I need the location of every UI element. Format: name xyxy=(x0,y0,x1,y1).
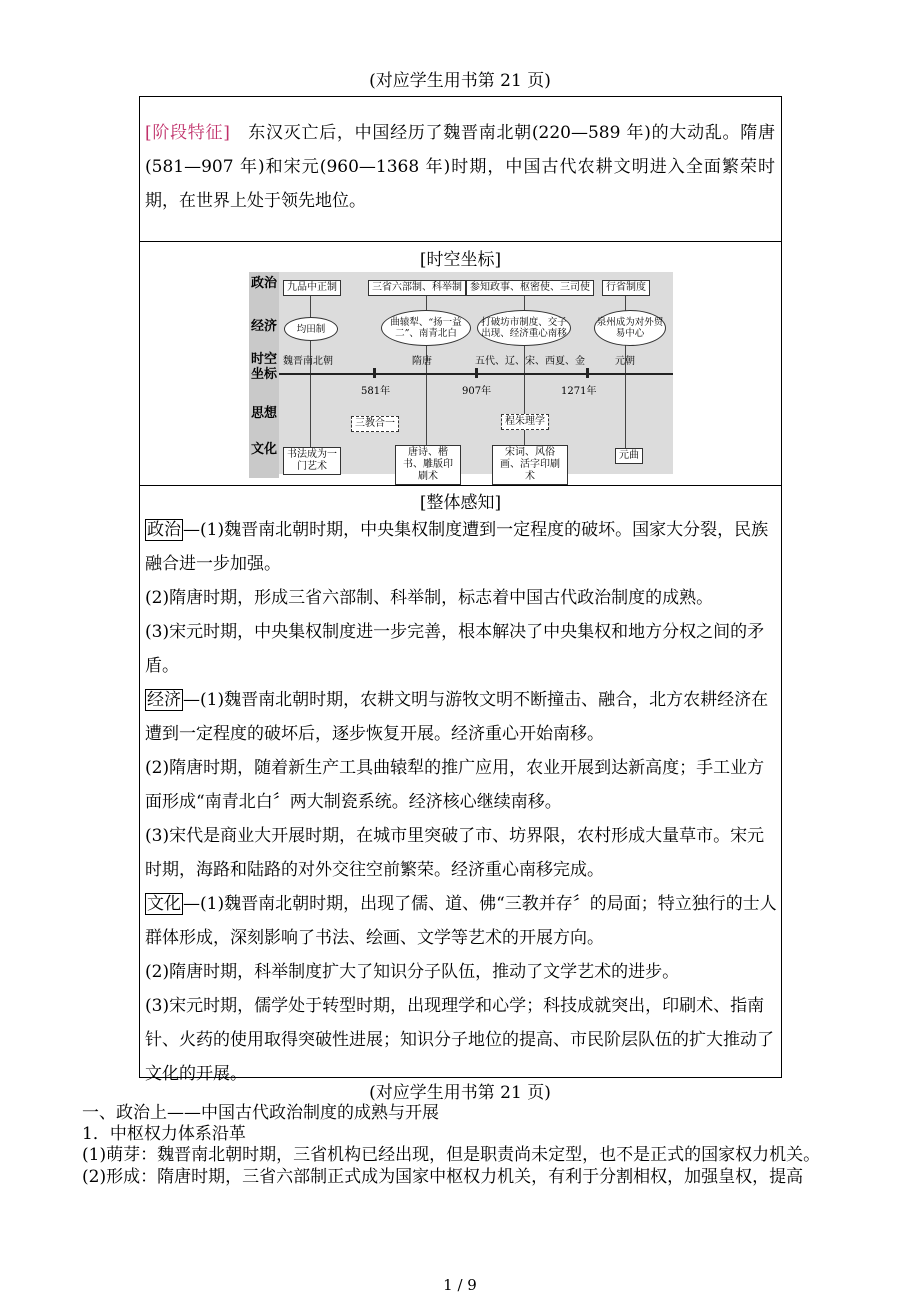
economy-item: 曲辕犁、“扬一益二”、南青北白 xyxy=(381,310,471,346)
year-label: 1271年 xyxy=(561,386,597,397)
politics-label: 政治 xyxy=(147,520,181,540)
culture-item: 唐诗、楷书、雕版印刷术 xyxy=(395,445,461,485)
stage-paragraph xyxy=(145,116,775,218)
axis-tick xyxy=(586,368,589,378)
economy-label: 经济 xyxy=(147,690,181,710)
period-label: 元朝 xyxy=(615,356,635,367)
thought-item: 程朱理学 xyxy=(501,414,549,430)
politics-item: 参知政事、枢密使、三司使 xyxy=(466,280,594,296)
page-header: (对应学生用书第 21 页) xyxy=(369,71,551,91)
economy-para-1: 经济 —(1)魏晋南北朝时期，农耕文明与游牧文明不断撞击、融合，北方农耕经济在遭到一定程度的破坏后，逐步恢复开展。经济重心开始南移。 xyxy=(145,690,769,744)
economy-item: 均田制 xyxy=(284,317,338,341)
politics-para-3: (3)宋元时期，中央集权制度进一步完善，根本解决了中央集权和地方分权之间的矛盾。 xyxy=(145,622,765,676)
label-thought: 思想 xyxy=(249,403,279,440)
connector-line xyxy=(310,292,311,452)
culture-para-3: (3)宋元时期，儒学处于转型时期，出现理学和心学；科技成就突出，印刷术、指南针、火药的使用取得突破性进展；知识分子地位的提高、市民阶层队伍的扩大推动了文化的开展。 xyxy=(145,996,774,1084)
section-heading: 一、政治上——中国古代政治制度的成熟与开展 xyxy=(82,1103,439,1123)
timeline-figure xyxy=(249,272,673,482)
culture-para-2: (2)隋唐时期，科举制度扩大了知识分子队伍，推动了文学艺术的进步。 xyxy=(145,962,680,982)
culture-label: 文化 xyxy=(147,894,181,914)
year-label: 907年 xyxy=(462,386,492,397)
culture-item: 宋词、风俗画、活字印刷术 xyxy=(492,445,568,485)
thought-item: 三教合一 xyxy=(351,416,399,432)
label-culture: 文化 xyxy=(249,438,279,478)
politics-item: 三省六部制、科举制 xyxy=(368,280,466,296)
period-label: 魏晋南北朝 xyxy=(283,356,333,367)
politics-para-2: (2)隋唐时期，形成三省六部制、科举制，标志着中国古代政治制度的成熟。 xyxy=(145,588,714,608)
stage-text: 东汉灭亡后，中国经历了魏晋南北朝(220—589 年)的大动乱。隋唐(581—907 年)和宋元(960—1368 年)时期，中国古代农耕文明进入全面繁荣时期，在世界上处于领先地位。 xyxy=(145,123,775,211)
body-line: (1)萌芽：魏晋南北朝时期，三省机构已经出现，但是职责尚未定型，也不是正式的国家权力机关。 xyxy=(82,1145,821,1165)
axis-tick xyxy=(373,368,376,378)
period-label: 五代、辽、宋、西夏、金 xyxy=(475,356,585,367)
politics-item: 九品中正制 xyxy=(283,280,341,296)
economy-para-3: (3)宋代是商业大开展时期，在城市里突破了市、坊界限，农村形成大量草市。宋元时期，海路和陆路的对外交往空前繁荣。经济重心南移完成。 xyxy=(145,826,765,880)
item-heading: 1．中枢权力体系沿革 xyxy=(82,1124,246,1144)
culture-item: 书法成为一门艺术 xyxy=(283,447,341,475)
economy-para-2: (2)隋唐时期，随着新生产工具曲辕犁的推广应用，农业开展到达新高度；手工业方面形成“南青北白〞两大制瓷系统。经济核心继续南移。 xyxy=(145,758,765,812)
economy-item: 打破坊市制度、交子出现、经济重心南移 xyxy=(477,310,571,346)
stage-tag: [阶段特征] xyxy=(145,123,230,143)
spacetime-title: [时空坐标] xyxy=(419,250,502,270)
culture-para-1: 文化 —(1)魏晋南北朝时期，出现了儒、道、佛“三教并存〞的局面；特立独行的士人群体形成，深刻影响了书法、绘画、文学等艺术的开展方向。 xyxy=(145,894,777,948)
page-header-bottom: (对应学生用书第 21 页) xyxy=(369,1083,551,1103)
label-spacetime: 时空坐标 xyxy=(249,350,279,404)
page-number: 1 / 9 xyxy=(443,1276,477,1294)
politics-item: 行省制度 xyxy=(602,280,650,296)
label-economy: 经济 xyxy=(249,313,279,355)
politics-para-1: 政治 —(1)魏晋南北朝时期，中央集权制度遭到一定程度的破坏。国家大分裂，民族融合进一步加强。 xyxy=(145,520,769,574)
label-politics: 政治 xyxy=(249,272,279,316)
axis-tick xyxy=(475,368,478,378)
overview-title: [整体感知] xyxy=(419,493,502,513)
year-label: 581年 xyxy=(361,386,391,397)
body-line: (2)形成：隋唐时期，三省六部制正式成为国家中枢权力机关，有利于分割相权，加强皇权，提高 xyxy=(82,1167,804,1187)
period-label: 隋唐 xyxy=(412,356,432,367)
culture-item: 元曲 xyxy=(615,448,643,464)
economy-item: 泉州成为对外贸易中心 xyxy=(594,310,666,346)
